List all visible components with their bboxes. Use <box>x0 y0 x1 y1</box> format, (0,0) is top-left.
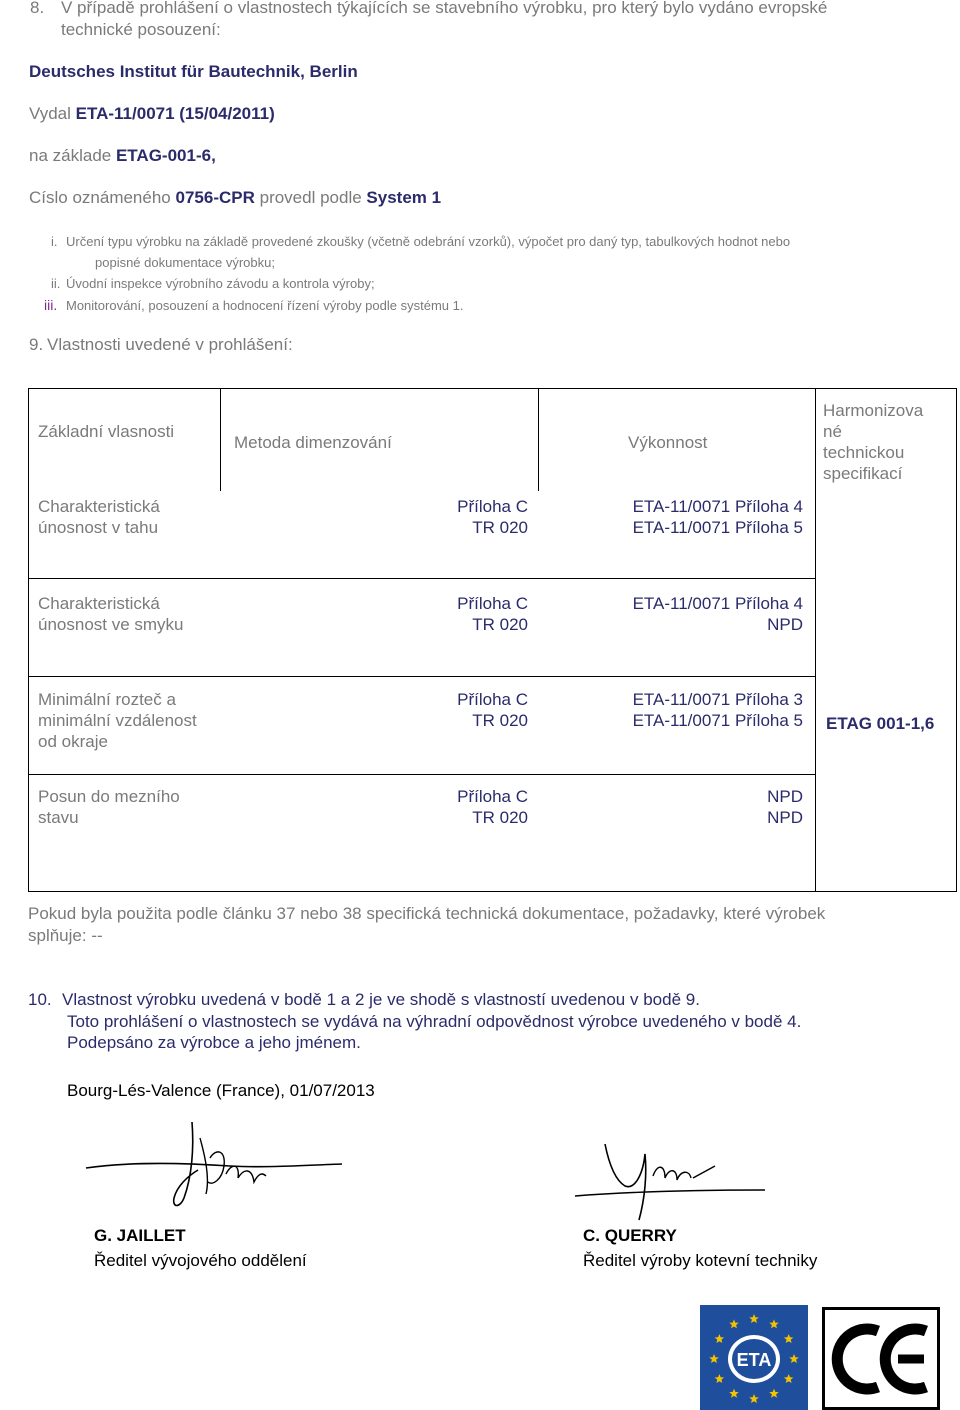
item-ii-number: ii. <box>51 276 61 291</box>
place-date: Bourg-Lés-Valence (France), 01/07/2013 <box>67 1081 375 1100</box>
row2-property: Charakteristická únosnost ve smyku <box>38 594 184 634</box>
header-harmonized: Harmonizova né technickou specifikací <box>823 401 924 483</box>
basis-line <box>29 146 216 166</box>
notified-value: 0756-CPR <box>175 188 255 207</box>
notified-line <box>29 188 441 208</box>
row3-method: Příloha C TR 020 <box>457 690 528 730</box>
row1-property: Charakteristická únosnost v tahu <box>38 497 160 537</box>
header-basic: Základní vlasnosti <box>38 422 175 441</box>
item-i-line2: popisné dokumentace výrobku; <box>95 255 275 270</box>
row1-performance: ETA-11/0071 Příloha 4 ETA-11/0071 Příloha 5 <box>632 497 803 537</box>
item-iii-line1: Monitorování, posouzení a hodnocení řízení výroby podle systému 1. <box>66 298 464 313</box>
issued-line <box>29 104 275 124</box>
row3-performance: ETA-11/0071 Příloha 3 ETA-11/0071 Příloha 5 <box>632 690 803 730</box>
note-line2: splňuje: -- <box>28 926 103 945</box>
section10-number: 10. <box>28 990 52 1009</box>
row4-property: Posun do mezního stavu <box>38 787 180 827</box>
header-method: Metoda dimenzování <box>234 433 392 452</box>
signature-querry <box>565 1124 780 1224</box>
row4-method: Příloha C TR 020 <box>457 787 528 827</box>
signatory1-title: Ředitel vývojového oddělení <box>94 1251 307 1270</box>
section8-intro-line2: technické posouzení: <box>61 20 221 39</box>
signatory2-name: C. QUERRY <box>583 1226 677 1245</box>
row3-property: Minimální rozteč a minimální vzdálenost od okraje <box>38 690 197 751</box>
row1-method: Příloha C TR 020 <box>457 497 528 537</box>
system-value: System 1 <box>366 188 442 207</box>
section10-line2: Toto prohlášení o vlastnostech se vydává na výhradní odpovědnost výrobce uvedeného v bodě 4. <box>67 1012 802 1031</box>
section9-number: 9. <box>29 335 44 354</box>
notified-label: Císlo oznámeného <box>29 188 171 207</box>
header-performance: Výkonnost <box>628 433 708 452</box>
item-i-line1: Určení typu výrobku na základě provedené zkoušky (včetně odebrání vzorků), výpočet pro daný typ, tabulkových hodnot nebo <box>66 234 791 249</box>
section10-line3: Podepsáno za výrobce a jeho jménem. <box>67 1033 361 1052</box>
eta-logo <box>700 1305 808 1410</box>
note-line1: Pokud byla použita podle článku 37 nebo 38 specifická technická dokumentace, požadavky, které výrobek <box>28 904 826 923</box>
row2-method: Příloha C TR 020 <box>457 594 528 634</box>
institute-name: Deutsches Institut für Bautechnik, Berlin <box>29 62 358 81</box>
eta-logo-text: ETA <box>736 1350 772 1370</box>
performed-label: provedl podle <box>259 188 362 207</box>
item-ii-line1: Úvodní inspekce výrobního závodu a kontrola výroby; <box>66 276 375 291</box>
signature-jaillet <box>80 1118 360 1218</box>
harmonized-value: ETAG 001-1,6 <box>826 714 935 733</box>
section9-title: Vlastnosti uvedené v prohlášení: <box>47 335 293 354</box>
signatory2-title: Ředitel výroby kotevní techniky <box>583 1251 818 1270</box>
row2-performance: ETA-11/0071 Příloha 4 NPD <box>632 594 803 634</box>
section10-line1: Vlastnost výrobku uvedená v bodě 1 a 2 je ve shodě s vlastností uvedenou v bodě 9. <box>62 990 700 1009</box>
basis-value: ETAG-001-6, <box>115 146 216 165</box>
issued-value: ETA-11/0071 (15/04/2011) <box>75 104 275 123</box>
signatory1-name: G. JAILLET <box>94 1226 186 1245</box>
issued-label: Vydal <box>29 104 71 123</box>
item-iii-number: iii. <box>44 297 58 313</box>
ce-mark <box>822 1307 940 1410</box>
section8-intro-line1: V případě prohlášení o vlastnostech týkajících se stavebního výrobku, pro který bylo vydáno evropské <box>61 0 828 17</box>
section8-number: 8. <box>30 0 45 17</box>
row4-performance: NPD NPD <box>767 787 803 827</box>
item-i-number: i. <box>51 234 58 249</box>
basis-label: na základe <box>29 146 112 165</box>
